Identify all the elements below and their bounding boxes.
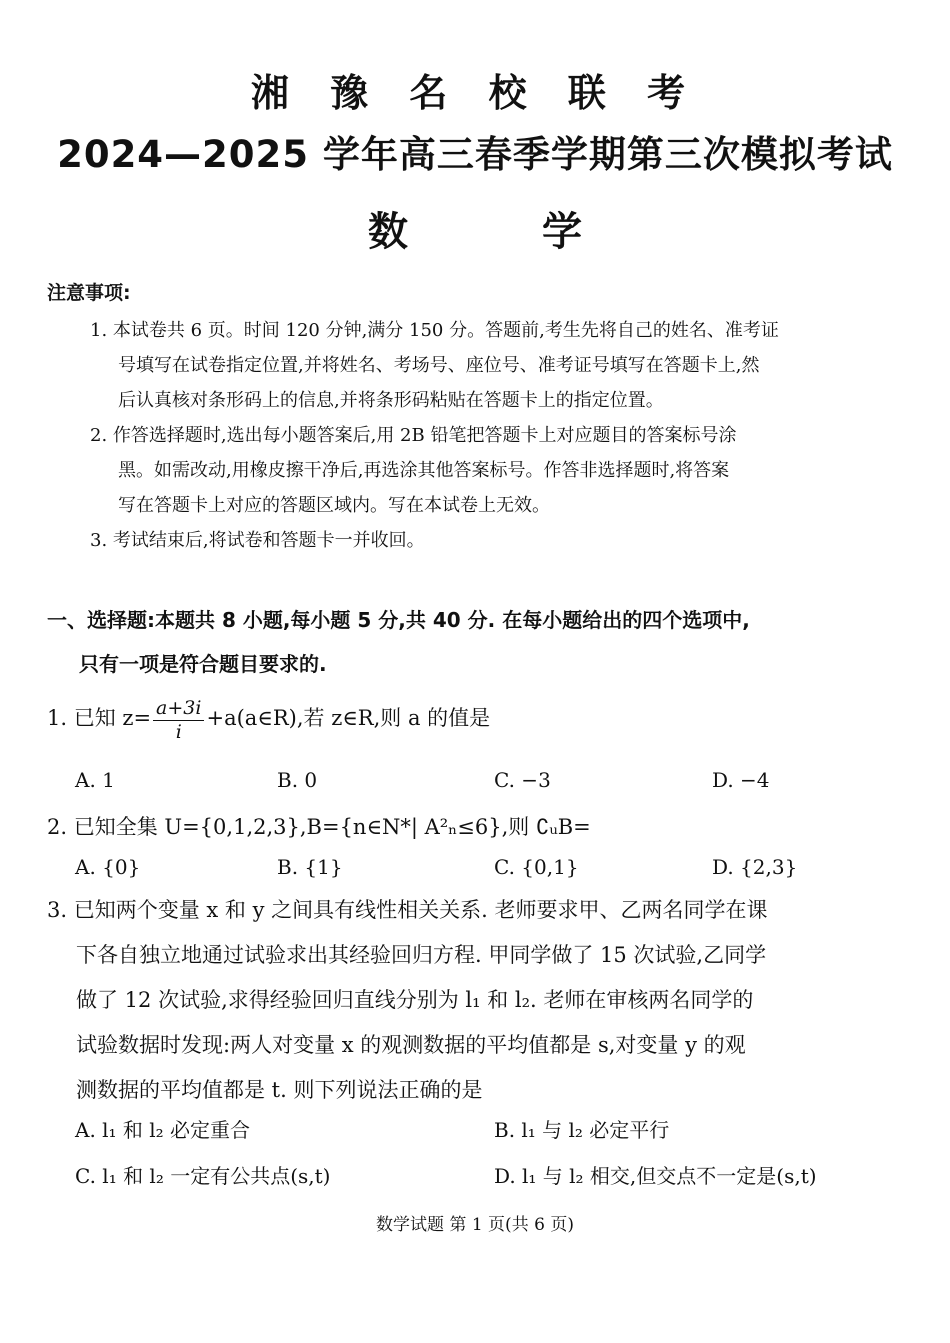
question-2-stem: 2. 已知全集 U={0,1,2,3},B={n∈N*| A²ₙ≤6},则 ∁ᵤB= [47, 815, 591, 839]
q3-line: 试验数据时发现:两人对变量 x 的观测数据的平均值都是 s,对变量 y 的观 [76, 1033, 746, 1057]
q2-option-d: D. {2,3} [712, 855, 798, 879]
q2-option-c: C. {0,1} [494, 855, 579, 879]
q1-denominator: i [175, 721, 182, 743]
question-1-stem [47, 696, 917, 743]
notice-line: 3. 考试结束后,将试卷和答题卡一并收回。 [90, 530, 425, 551]
q1-prefix: 1. 已知 z= [47, 706, 152, 730]
q3-line: 下各自独立地通过试验求出其经验回归方程. 甲同学做了 15 次试验,乙同学 [76, 943, 767, 967]
q1-option-b: B. 0 [277, 768, 318, 792]
q3-option-b: B. l₁ 与 l₂ 必定平行 [494, 1118, 670, 1142]
section-line: 只有一项是符合题目要求的. [79, 652, 327, 676]
q3-option-d: D. l₁ 与 l₂ 相交,但交点不一定是(s,t) [494, 1164, 817, 1188]
notice-line: 号填写在试卷指定位置,并将姓名、考场号、座位号、准考证号填写在答题卡上,然 [118, 355, 760, 376]
q1-option-d: D. −4 [712, 768, 770, 792]
q2-option-b: B. {1} [277, 855, 343, 879]
q1-fraction [153, 696, 204, 743]
q3-line: 测数据的平均值都是 t. 则下列说法正确的是 [76, 1078, 483, 1102]
question-3-stem [47, 888, 907, 1113]
q1-numerator: a+3i [153, 696, 204, 721]
page-footer: 数学试题 第 1 页(共 6 页) [376, 1215, 574, 1235]
notice-line: 写在答题卡上对应的答题区域内。写在本试卷上无效。 [118, 495, 550, 516]
section-heading [47, 598, 927, 686]
notice-heading: 注意事项: [47, 282, 131, 304]
q2-option-a: A. {0} [75, 855, 141, 879]
notice-line: 后认真核对条形码上的信息,并将条形码粘贴在答题卡上的指定位置。 [118, 390, 664, 411]
q3-line: 做了 12 次试验,求得经验回归直线分别为 l₁ 和 l₂. 老师在审核两名同学的 [76, 988, 754, 1012]
exam-session-title: 2024—2025 学年高三春季学期第三次模拟考试 [57, 133, 893, 176]
q3-option-a: A. l₁ 和 l₂ 必定重合 [75, 1118, 251, 1142]
notice-line: 黑。如需改动,用橡皮擦干净后,再选涂其他答案标号。作答非选择题时,将答案 [118, 460, 730, 481]
notice-list [90, 313, 910, 558]
q1-option-c: C. −3 [494, 768, 551, 792]
q3-line: 3. 已知两个变量 x 和 y 之间具有线性相关关系. 老师要求甲、乙两名同学在课 [47, 898, 768, 922]
subject-title: 数 学 [368, 209, 642, 255]
q1-suffix: +a(a∈R),若 z∈R,则 a 的值是 [206, 706, 491, 730]
q1-option-a: A. 1 [75, 768, 115, 792]
q3-option-c: C. l₁ 和 l₂ 一定有公共点(s,t) [75, 1164, 331, 1188]
exam-alliance-title: 湘 豫 名 校 联 考 [250, 71, 700, 115]
notice-line: 2. 作答选择题时,选出每小题答案后,用 2B 铅笔把答题卡上对应题目的答案标号涂 [90, 425, 737, 446]
section-line: 一、选择题:本题共 8 小题,每小题 5 分,共 40 分. 在每小题给出的四个选项中, [47, 608, 750, 632]
notice-line: 1. 本试卷共 6 页。时间 120 分钟,满分 150 分。答题前,考生先将自己的姓名、准考证 [90, 320, 779, 341]
